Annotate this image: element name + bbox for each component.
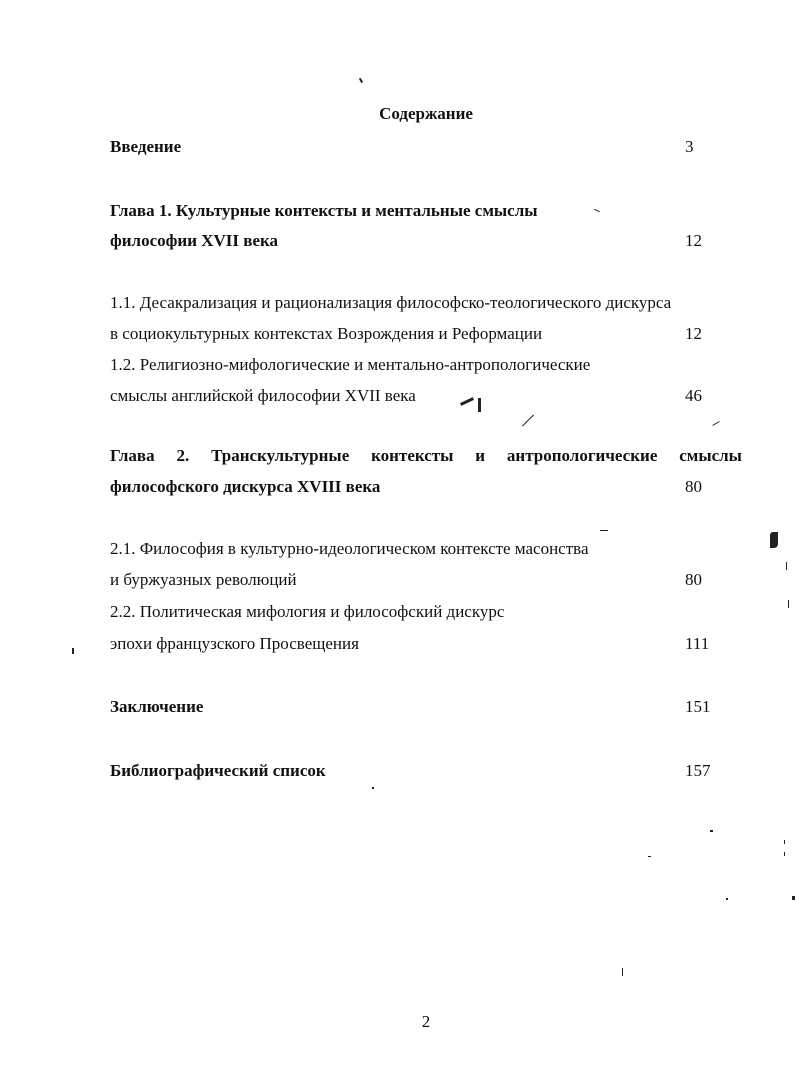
toc-bibliography-label: Библиографический список (110, 761, 326, 780)
scan-speck (460, 397, 474, 406)
scan-speck (784, 840, 785, 844)
toc-chapter2-line1 (110, 446, 742, 466)
toc-sec1-2-line1: 1.2. Религиозно-мифологические и ментально-антропологические (110, 355, 591, 374)
scan-speck (622, 968, 623, 976)
toc-sec1-1-line2: в социокультурных контекстах Возрождения и Реформации (110, 324, 543, 343)
page-title: Содержание (379, 104, 473, 123)
scan-speck (710, 830, 713, 832)
toc-sec1-2-line2: смыслы английской философии XVII века (110, 386, 416, 405)
toc-sec2-2-line1: 2.2. Политическая мифология и философский дискурс (110, 602, 505, 621)
scan-speck (784, 852, 785, 856)
scan-speck (72, 648, 74, 654)
scan-speck (648, 856, 651, 857)
toc-chapter2-line2: философского дискурса XVIII века (110, 477, 381, 496)
scan-speck (594, 209, 600, 212)
toc-chapter2-word: Транскультурные (211, 446, 350, 465)
toc-sec1-1-line1: 1.1. Десакрализация и рационализация философско-теологического дискурса (110, 293, 672, 312)
toc-sec2-1-line1: 2.1. Философия в культурно-идеологическом контексте масонства (110, 539, 589, 558)
toc-intro-page: 3 (685, 137, 694, 156)
toc-chapter1-line1: Глава 1. Культурные контексты и ментальные смыслы (110, 201, 538, 220)
toc-conclusion-label: Заключение (110, 697, 204, 716)
toc-chapter2-word: смыслы (679, 446, 742, 465)
toc-sec1-1-page: 12 (685, 324, 702, 343)
toc-chapter2-word: 2. (176, 446, 190, 465)
toc-chapter1-page: 12 (685, 231, 702, 250)
scan-speck (786, 562, 787, 570)
toc-chapter2-word: и (475, 446, 486, 465)
toc-sec2-2-line2: эпохи французского Просвещения (110, 634, 359, 653)
toc-sec1-2-page: 46 (685, 386, 702, 405)
toc-chapter2-word: контексты (371, 446, 454, 465)
scan-speck (726, 898, 728, 900)
scan-speck (522, 414, 534, 426)
toc-sec2-2-page: 111 (685, 634, 710, 653)
toc-chapter2-word: Глава (110, 446, 155, 465)
toc-chapter2-page: 80 (685, 477, 702, 496)
scan-speck (372, 787, 374, 789)
toc-intro-label: Введение (110, 137, 182, 156)
toc-chapter1-line2: философии XVII века (110, 231, 279, 250)
scan-speck (792, 896, 795, 900)
scan-speck (712, 421, 719, 426)
scan-speck (478, 398, 481, 412)
toc-sec2-1-page: 80 (685, 570, 702, 589)
toc-bibliography-page: 157 (685, 761, 711, 780)
page-number: 2 (421, 1012, 431, 1031)
scan-speck (770, 532, 778, 548)
toc-chapter2-word: антропологические (506, 446, 658, 465)
toc-conclusion-page: 151 (685, 697, 711, 716)
scan-speck (600, 530, 608, 531)
toc-sec2-1-line2: и буржуазных революций (110, 570, 297, 589)
scan-speck (359, 78, 363, 83)
scan-speck (788, 600, 789, 608)
